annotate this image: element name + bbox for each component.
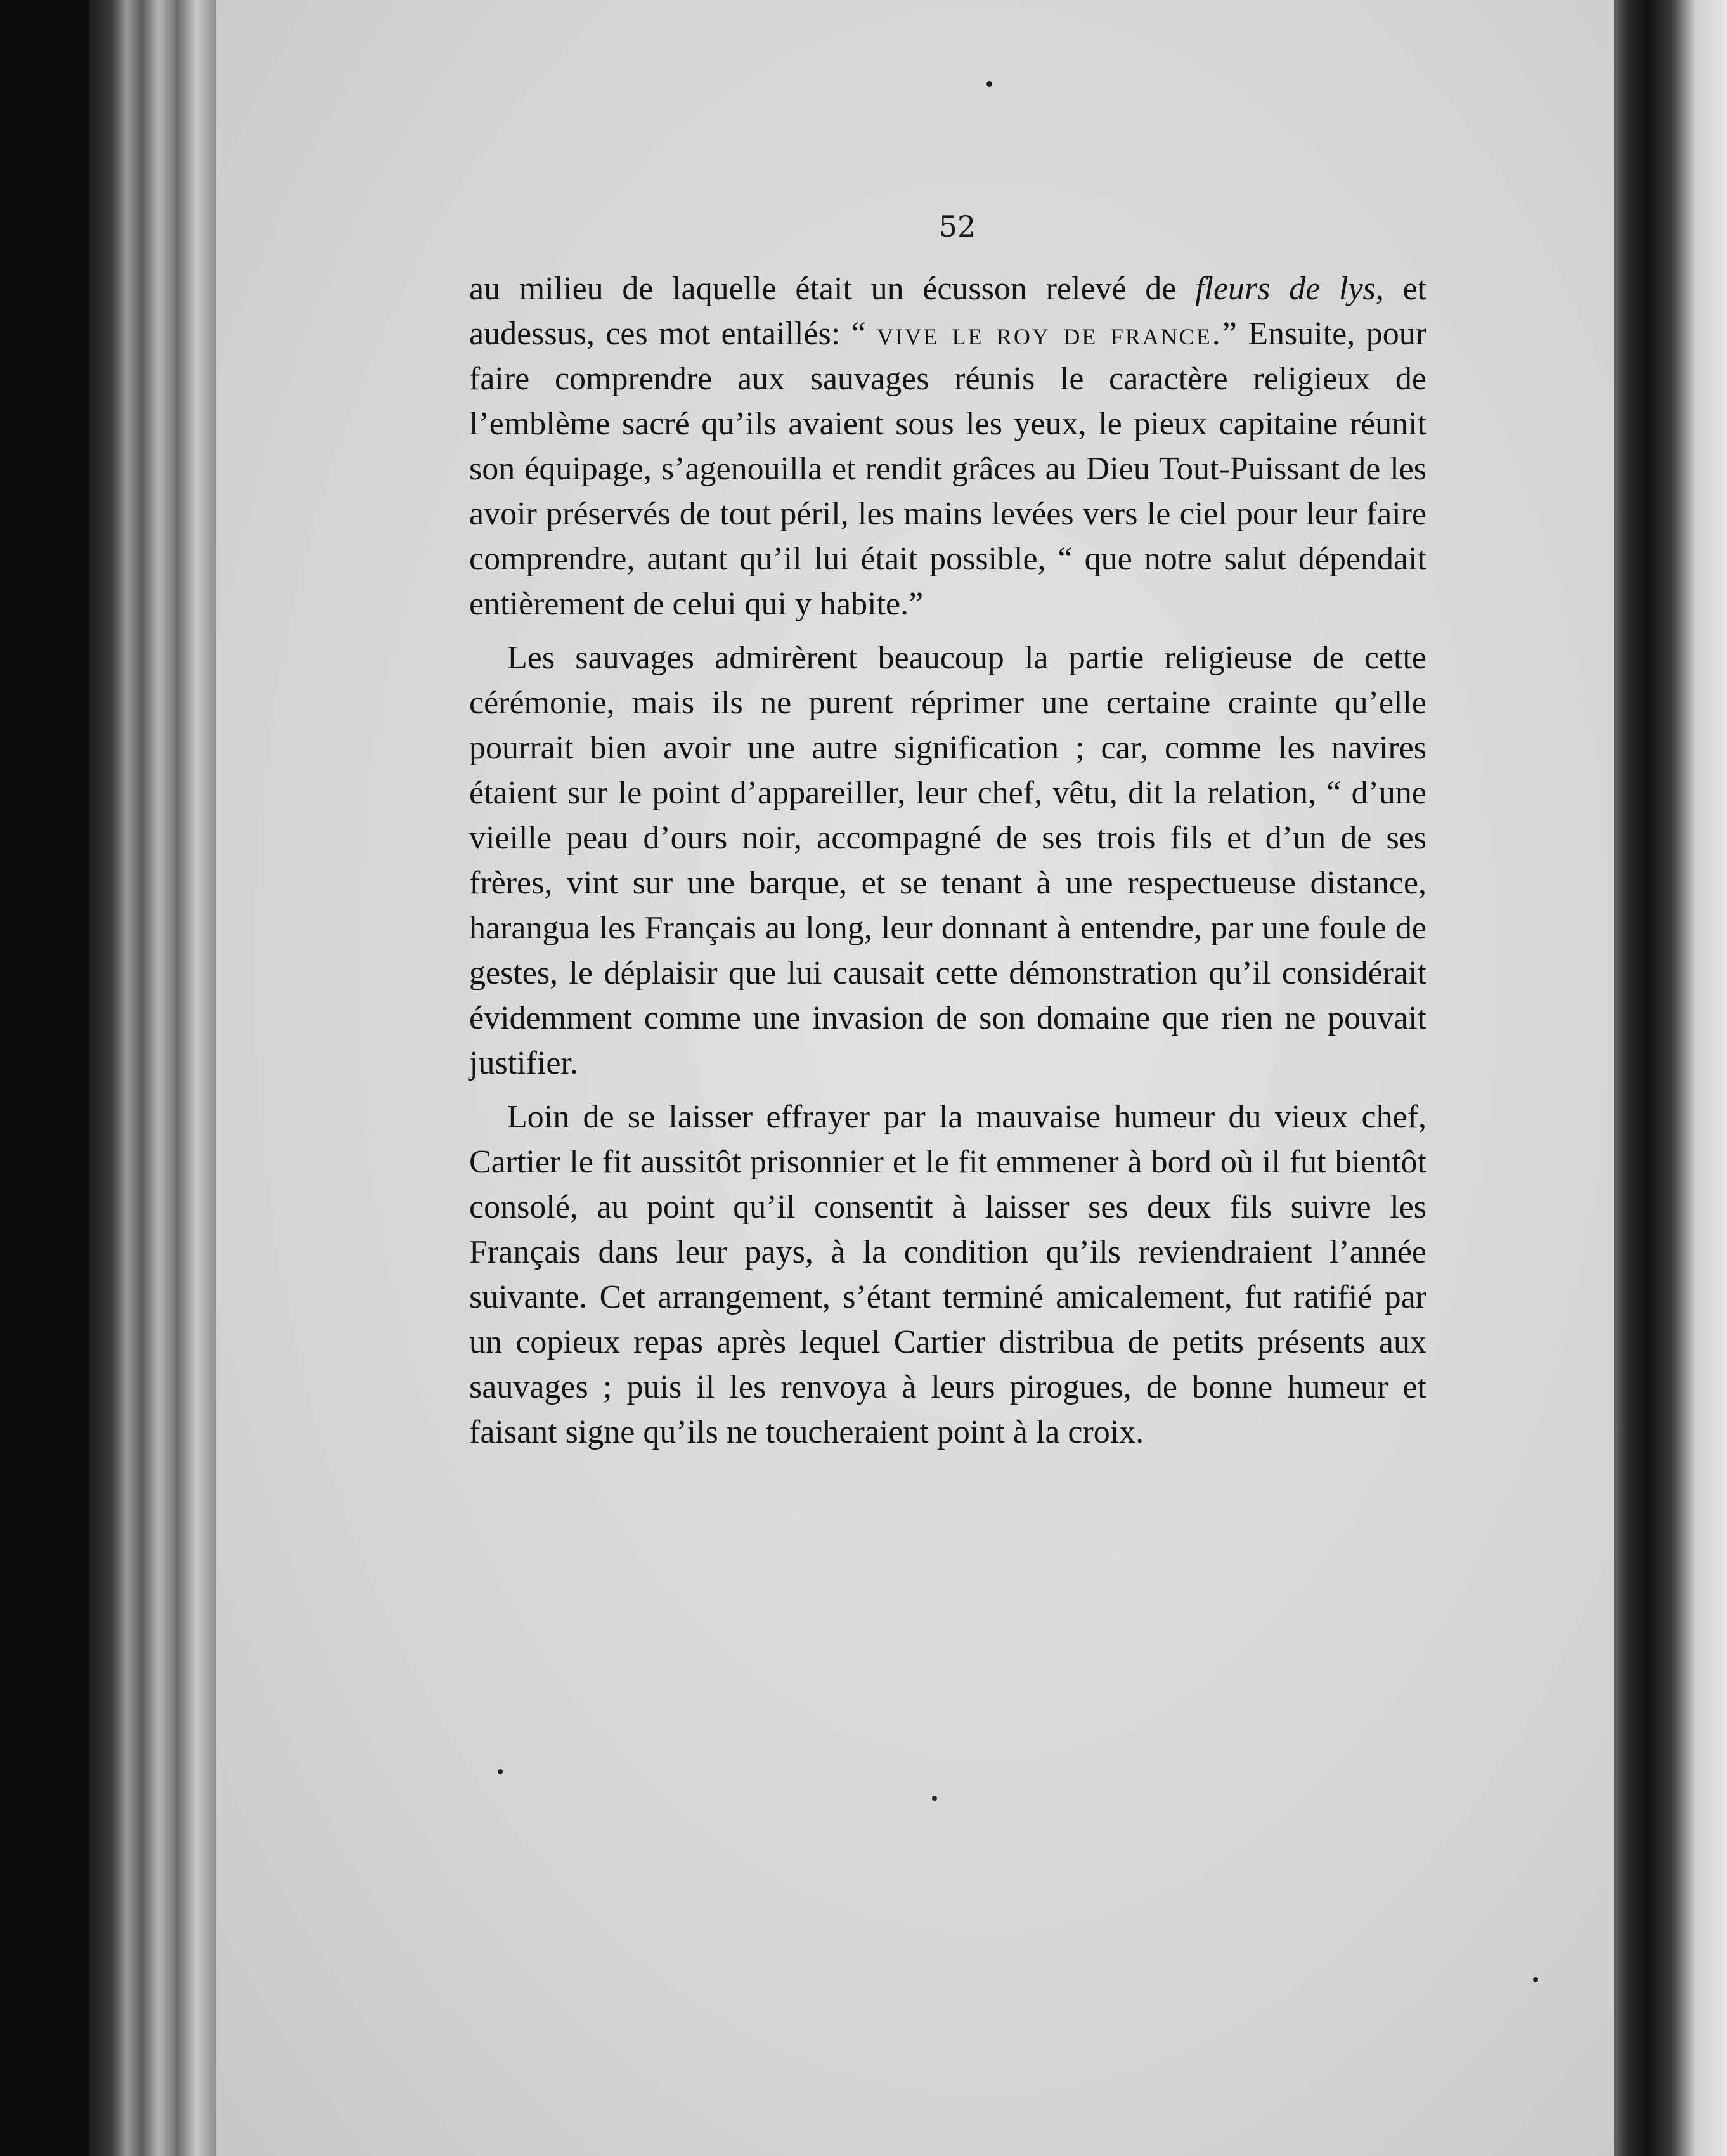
- page-number: 52: [938, 209, 976, 244]
- paragraph-3: [469, 1094, 1426, 1455]
- book-binding-edge: [89, 0, 216, 2156]
- dust-speck: [1533, 1977, 1538, 1982]
- text-segment: et audessus, ces mot entaillés: “: [469, 271, 1426, 352]
- right-page-shadow: [1614, 0, 1648, 2156]
- text-segment: au milieu de laquelle était un écusson relevé de: [469, 271, 1196, 307]
- text-segment: Les sauvages admirèrent beaucoup la partie religieuse de cette cérémonie, mais ils ne purent réprimer une certaine crainte qu’elle pourrait bien avoir une autre signification ; car, comme les navires étaient sur le point d’appareiller, leur chef, vêtu, dit la relation, “ d’une vieille peau d’ours noir, accompagné de ses trois fils et d’un de ses frères, vint sur une barque, et se tenant à une respectueuse distance, harangua les Français au long, leur donnant à entendre, par une foule de gestes, le déplaisir que lui causait cette démonstration qu’il considérait évidemment comme une invasion de son domaine que rien ne pouvait justifier.: [469, 640, 1426, 1081]
- text-segment-smallcaps: vive le roy de france.: [877, 316, 1222, 352]
- text-segment: Loin de se laisser effrayer par la mauvaise humeur du vieux chef, Cartier le fit aussitôt prisonnier et le fit emmener à bord où il fut bientôt consolé, au point qu’il consentit à laisser ses deux fils suivre les Français dans leur pays, à la condition qu’ils reviendraient l’année suivante. Cet arrangement, s’étant terminé amicalement, fut ratifié par un copieux repas après lequel Cartier distribua de petits présents aux sauvages ; puis il les renvoya à leurs pirogues, de bonne humeur et faisant signe qu’ils ne toucheraient point à la croix.: [469, 1099, 1426, 1450]
- text-segment: ” Ensuite, pour faire comprendre aux sauvages réunis le caractère religieux de l’emblème sacré qu’ils avaient sous les yeux, le pieux capitaine réunit son équipage, s’agenouilla et rendit grâces au Dieu Tout-Puissant de les avoir préservés de tout péril, les mains levées vers le ciel pour leur faire comprendre, autant qu’il lui était possible, “ que notre salut dépendait entièrement de celui qui y habite.”: [469, 316, 1427, 622]
- dust-speck: [986, 81, 992, 87]
- body-text: [469, 266, 1426, 1464]
- dust-speck: [932, 1796, 937, 1801]
- paragraph-2: [469, 635, 1426, 1086]
- facing-page-edge: [1648, 0, 1727, 2156]
- dust-speck: [498, 1769, 503, 1774]
- text-segment-italic: fleurs de lys,: [1195, 271, 1384, 307]
- paragraph-1: [469, 266, 1426, 627]
